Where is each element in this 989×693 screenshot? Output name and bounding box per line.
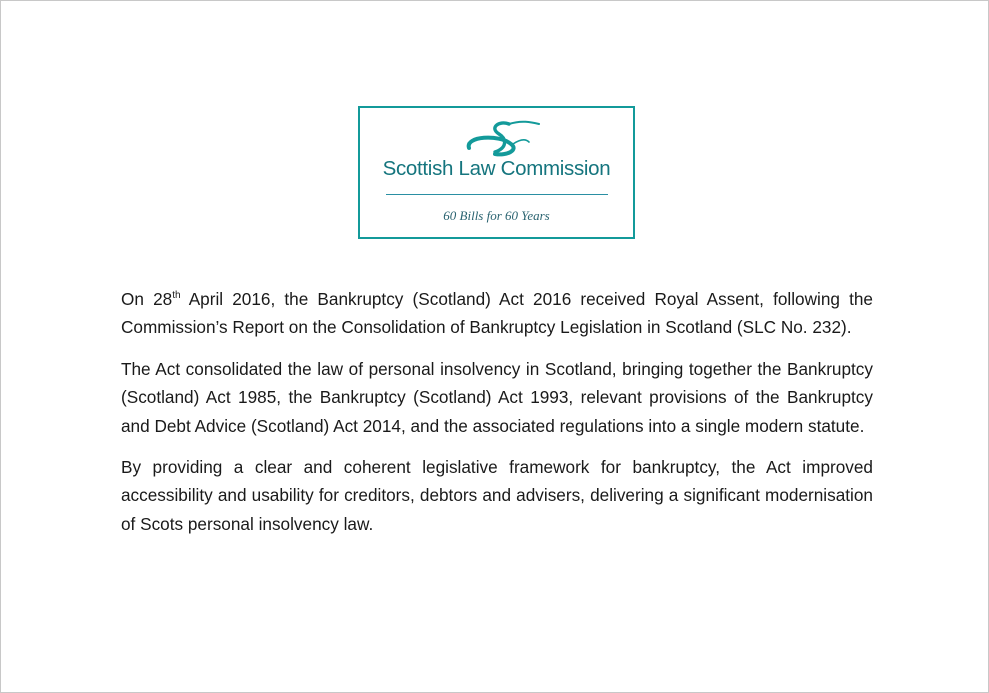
organisation-name: Scottish Law Commission xyxy=(382,157,611,180)
body-text xyxy=(121,285,873,551)
paragraph-royal-assent xyxy=(121,285,873,342)
paragraph-prefix: On 28 xyxy=(121,289,173,309)
logo-tagline: 60 Bills for 60 Years xyxy=(443,208,550,223)
paragraph-text: April 2016, the Bankruptcy (Scotland) Act 2016 received Royal Assent, following the Commission’s Report on the Consolidation of Bankruptcy Legislation in Scotland (SLC No. 232). xyxy=(121,289,873,338)
paragraph-consolidation: The Act consolidated the law of personal insolvency in Scotland, bringing together the Bankruptcy (Scotland) Act 1985, the Bankruptcy (Scotland) Act 1993, relevant provisions of the Bankruptcy and Debt Advice (Scotland) Act 2014, and the associated regulations into a single modern statute. xyxy=(121,358,873,436)
logo-divider xyxy=(386,194,608,195)
paragraph-impact: By providing a clear and coherent legislative framework for bankruptcy, the Act improved accessibility and usability for creditors, debtors and advisers, delivering a significant modernisation of Scots personal insolvency law. xyxy=(121,457,873,534)
scottish-law-commission-logo xyxy=(358,106,635,239)
ordinal-suffix: th xyxy=(172,290,181,301)
slc-emblem-icon xyxy=(455,118,545,158)
